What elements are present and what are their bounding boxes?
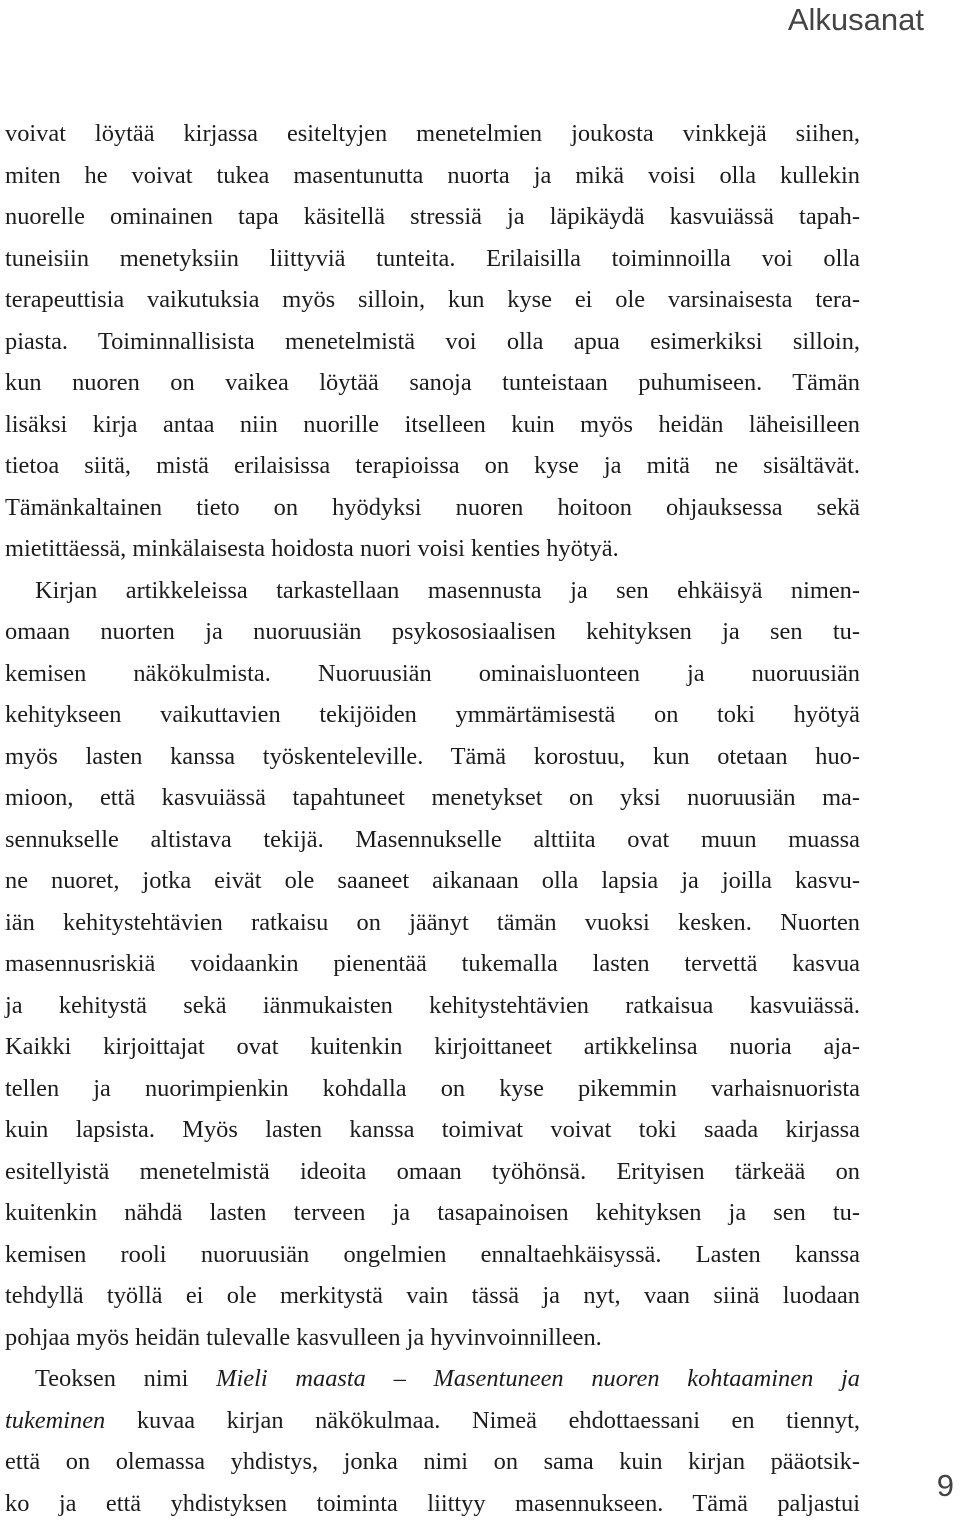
text-line: voivat löytää kirjassa esiteltyjen menetelmien joukosta vinkkejä siihen,	[5, 113, 860, 155]
text-line: tellen ja nuorimpienkin kohdalla on kyse pikemmin varhaisnuorista	[5, 1068, 860, 1110]
text-run: kuvaa kirjan näkökulmaa. Nimeä ehdottaessani en tiennyt,	[105, 1407, 860, 1434]
paragraph-1	[5, 113, 860, 570]
paragraph-2	[5, 570, 860, 1359]
text-line: ko ja että yhdistyksen toiminta liittyy masennukseen. Tämä paljastui	[5, 1483, 860, 1524]
text-line: ne nuoret, jotka eivät ole saaneet aikanaan olla lapsia ja joilla kasvu-	[5, 860, 860, 902]
text-line: kun nuoren on vaikea löytää sanoja tunteistaan puhumiseen. Tämän	[5, 362, 860, 404]
text-line: myös lasten kanssa työskenteleville. Tämä korostuu, kun otetaan huo-	[5, 736, 860, 778]
text-line	[5, 1400, 860, 1442]
text-line: Kaikki kirjoittajat ovat kuitenkin kirjoittaneet artikkelinsa nuoria aja-	[5, 1026, 860, 1068]
text-line: Kirjan artikkeleissa tarkastellaan masennusta ja sen ehkäisyä nimen-	[5, 570, 860, 612]
text-line: tietoa siitä, mistä erilaisissa terapioissa on kyse ja mitä ne sisältävät.	[5, 445, 860, 487]
text-line: tehdyllä työllä ei ole merkitystä vain tässä ja nyt, vaan siinä luodaan	[5, 1275, 860, 1317]
text-line: Tämänkaltainen tieto on hyödyksi nuoren hoitoon ohjauksessa sekä	[5, 487, 860, 529]
text-line: terapeuttisia vaikutuksia myös silloin, kun kyse ei ole varsinaisesta tera-	[5, 279, 860, 321]
text-line: omaan nuorten ja nuoruusiän psykososiaalisen kehityksen ja sen tu-	[5, 611, 860, 653]
text-line: miten he voivat tukea masentunutta nuorta ja mikä voisi olla kullekin	[5, 155, 860, 197]
text-line: pohjaa myös heidän tulevalle kasvulleen ja hyvinvoinnilleen.	[5, 1317, 860, 1359]
text-run: Teoksen nimi	[35, 1365, 216, 1392]
text-line: kemisen näkökulmista. Nuoruusiän ominaisluonteen ja nuoruusiän	[5, 653, 860, 695]
text-line: kuitenkin nähdä lasten terveen ja tasapainoisen kehityksen ja sen tu-	[5, 1192, 860, 1234]
text-line: kemisen rooli nuoruusiän ongelmien ennaltaehkäisyssä. Lasten kanssa	[5, 1234, 860, 1276]
text-line: mioon, että kasvuiässä tapahtuneet menetykset on yksi nuoruusiän ma-	[5, 777, 860, 819]
text-line: esitellyistä menetelmistä ideoita omaan työhönsä. Erityisen tärkeää on	[5, 1151, 860, 1193]
text-line: ja kehitystä sekä iänmukaisten kehitystehtävien ratkaisua kasvuiässä.	[5, 985, 860, 1027]
paragraph-3	[5, 1358, 860, 1524]
text-line: piasta. Toiminnallisista menetelmistä voi olla apua esimerkiksi silloin,	[5, 321, 860, 363]
text-line: lisäksi kirja antaa niin nuorille itselleen kuin myös heidän läheisilleen	[5, 404, 860, 446]
body-text	[5, 113, 860, 1524]
text-line: kuin lapsista. Myös lasten kanssa toimivat voivat toki saada kirjassa	[5, 1109, 860, 1151]
text-line: tuneisiin menetyksiin liittyviä tunteita. Erilaisilla toiminnoilla voi olla	[5, 238, 860, 280]
page-number: 9	[937, 1466, 954, 1506]
text-line: iän kehitystehtävien ratkaisu on jäänyt tämän vuoksi kesken. Nuorten	[5, 902, 860, 944]
text-line: sennukselle altistava tekijä. Masennukselle alttiita ovat muun muassa	[5, 819, 860, 861]
text-line: nuorelle ominainen tapa käsitellä stressiä ja läpikäydä kasvuiässä tapah-	[5, 196, 860, 238]
text-line: mietittäessä, minkälaisesta hoidosta nuori voisi kenties hyötyä.	[5, 528, 860, 570]
text-line: että on olemassa yhdistys, jonka nimi on sama kuin kirjan pääotsik-	[5, 1441, 860, 1483]
text-line: kehitykseen vaikuttavien tekijöiden ymmärtämisestä on toki hyötyä	[5, 694, 860, 736]
text-line	[5, 1358, 860, 1400]
running-header: Alkusanat	[788, 0, 924, 40]
book-title-italic: tukeminen	[5, 1407, 105, 1434]
text-line: masennusriskiä voidaankin pienentää tukemalla lasten tervettä kasvua	[5, 943, 860, 985]
book-title-italic: Mieli maasta – Masentuneen nuoren kohtaaminen ja	[216, 1365, 860, 1392]
